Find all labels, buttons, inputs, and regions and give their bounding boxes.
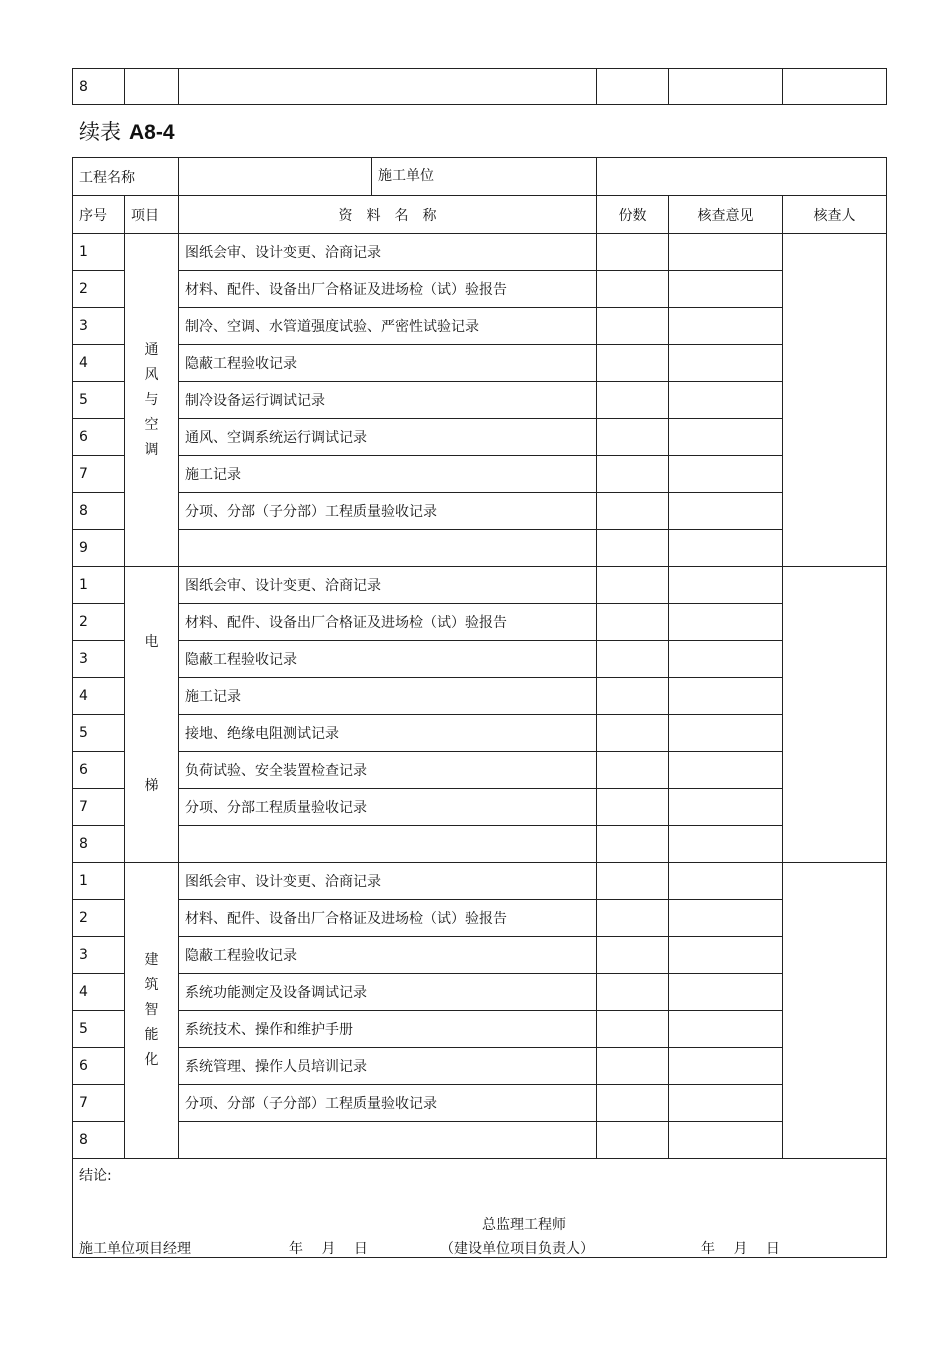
table-row <box>73 641 887 678</box>
table-row <box>73 974 887 1011</box>
group-label-char: 空 <box>144 416 159 433</box>
table-row <box>73 234 887 271</box>
opinion-cell <box>669 1011 783 1048</box>
seq-cell: 8 <box>73 826 125 863</box>
checker-cell <box>783 567 887 863</box>
col-opinion-header: 核查意见 <box>669 196 783 234</box>
seq-cell: 3 <box>73 308 125 345</box>
group-label-char: 电 <box>144 634 159 650</box>
group-label-char: 化 <box>144 1052 159 1068</box>
table-row <box>73 863 887 900</box>
col-checker-header: 核查人 <box>783 196 887 234</box>
seq-cell: 3 <box>73 937 125 974</box>
seq-cell: 4 <box>73 974 125 1011</box>
document-name-cell <box>179 530 597 567</box>
previous-page-tail-table <box>72 68 887 105</box>
seq-cell: 8 <box>73 69 125 105</box>
contractor-pm-label: 施工单位项目经理 <box>79 1241 191 1257</box>
table-row <box>73 382 887 419</box>
opinion-cell <box>669 308 783 345</box>
checker-cell <box>783 863 887 1159</box>
group-label-char: 风 <box>144 366 159 383</box>
project-name-split <box>179 158 597 196</box>
opinion-cell <box>669 493 783 530</box>
contractor-value <box>597 158 887 196</box>
copies-cell <box>597 900 669 937</box>
copies-cell <box>597 308 669 345</box>
copies-cell <box>597 641 669 678</box>
opinion-cell <box>669 567 783 604</box>
seq-cell: 1 <box>73 863 125 900</box>
seq-cell: 2 <box>73 271 125 308</box>
opinion-cell <box>669 678 783 715</box>
seq-cell: 5 <box>73 715 125 752</box>
opinion-cell <box>669 604 783 641</box>
copies-cell <box>597 678 669 715</box>
project-info-row <box>73 158 887 196</box>
col-name-header: 资 料 名 称 <box>179 196 597 234</box>
group-label-char: 调 <box>144 441 159 458</box>
table-row <box>73 1011 887 1048</box>
group-label-char: 能 <box>144 1027 159 1043</box>
table-row <box>73 1048 887 1085</box>
seq-cell: 1 <box>73 234 125 271</box>
document-name-cell: 施工记录 <box>179 456 597 493</box>
copies-cell <box>597 1011 669 1048</box>
seq-cell: 6 <box>73 1048 125 1085</box>
opinion-cell <box>669 1048 783 1085</box>
table-row <box>73 271 887 308</box>
copies-cell <box>597 715 669 752</box>
table-row <box>73 345 887 382</box>
col-seq-header: 序号 <box>73 196 125 234</box>
table-row <box>73 493 887 530</box>
opinion-cell <box>669 419 783 456</box>
opinion-cell <box>669 863 783 900</box>
document-name-cell: 负荷试验、安全装置检查记录 <box>179 752 597 789</box>
seq-cell: 7 <box>73 789 125 826</box>
document-name-cell: 隐蔽工程验收记录 <box>179 641 597 678</box>
copies-cell <box>597 752 669 789</box>
opinion-cell <box>669 234 783 271</box>
table-row <box>73 1085 887 1122</box>
col-item-header: 项目 <box>125 196 179 234</box>
opinion-cell <box>669 69 783 105</box>
table-row <box>73 456 887 493</box>
contractor-label: 施工单位 <box>378 168 434 184</box>
copies-cell <box>597 69 669 105</box>
table-row <box>73 678 887 715</box>
item-cell <box>125 69 179 105</box>
table-row <box>73 308 887 345</box>
opinion-cell <box>669 900 783 937</box>
copies-cell <box>597 419 669 456</box>
group-label-cell <box>125 567 179 863</box>
document-name-cell <box>179 1122 597 1159</box>
title-code: A8-4 <box>129 121 175 144</box>
checker-cell <box>783 234 887 567</box>
opinion-cell <box>669 715 783 752</box>
document-name-cell: 材料、配件、设备出厂合格证及进场检（试）验报告 <box>179 271 597 308</box>
seq-cell: 1 <box>73 567 125 604</box>
group-label-char: 智 <box>144 1002 159 1018</box>
group-label-char: 与 <box>144 391 159 408</box>
copies-cell <box>597 456 669 493</box>
conclusion-row <box>73 1159 887 1258</box>
project-name-value <box>179 158 372 195</box>
document-name-cell: 图纸会审、设计变更、洽商记录 <box>179 234 597 271</box>
copies-cell <box>597 382 669 419</box>
document-name-cell: 接地、绝缘电阻测试记录 <box>179 715 597 752</box>
opinion-cell <box>669 641 783 678</box>
copies-cell <box>597 826 669 863</box>
opinion-cell <box>669 1122 783 1159</box>
table-row <box>73 419 887 456</box>
date-left: 年 月 日 <box>289 1241 368 1257</box>
opinion-cell <box>669 530 783 567</box>
table-row <box>73 604 887 641</box>
copies-cell <box>597 234 669 271</box>
seq-cell: 5 <box>73 1011 125 1048</box>
opinion-cell <box>669 826 783 863</box>
group-label-cell <box>125 234 179 567</box>
table-row <box>73 530 887 567</box>
table-row <box>73 567 887 604</box>
document-name-cell: 制冷、空调、水管道强度试验、严密性试验记录 <box>179 308 597 345</box>
table-row <box>73 752 887 789</box>
project-name-label: 工程名称 <box>73 158 179 196</box>
copies-cell <box>597 1048 669 1085</box>
copies-cell <box>597 1085 669 1122</box>
seq-cell: 6 <box>73 752 125 789</box>
group-label-char: 筑 <box>144 977 159 993</box>
document-name-cell: 系统功能测定及设备调试记录 <box>179 974 597 1011</box>
copies-cell <box>597 937 669 974</box>
table-row <box>73 69 887 105</box>
seq-cell: 7 <box>73 1085 125 1122</box>
document-name-cell: 施工记录 <box>179 678 597 715</box>
seq-cell: 2 <box>73 900 125 937</box>
seq-cell: 2 <box>73 604 125 641</box>
document-name-cell: 分项、分部工程质量验收记录 <box>179 789 597 826</box>
checker-cell <box>783 69 887 105</box>
opinion-cell <box>669 382 783 419</box>
copies-cell <box>597 604 669 641</box>
opinion-cell <box>669 789 783 826</box>
opinion-cell <box>669 271 783 308</box>
chief-supervisor-label: 总监理工程师 <box>482 1217 566 1233</box>
opinion-cell <box>669 752 783 789</box>
document-name-cell: 材料、配件、设备出厂合格证及进场检（试）验报告 <box>179 604 597 641</box>
table-row <box>73 826 887 863</box>
conclusion-label: 结论: <box>79 1168 112 1184</box>
table-row <box>73 937 887 974</box>
date-right: 年 月 日 <box>701 1241 780 1257</box>
table-row <box>73 715 887 752</box>
document-name-cell: 通风、空调系统运行调试记录 <box>179 419 597 456</box>
document-name-cell: 材料、配件、设备出厂合格证及进场检（试）验报告 <box>179 900 597 937</box>
seq-cell: 3 <box>73 641 125 678</box>
document-name-cell: 系统管理、操作人员培训记录 <box>179 1048 597 1085</box>
table-row <box>73 900 887 937</box>
group-label-char: 建 <box>144 952 159 968</box>
seq-cell: 4 <box>73 345 125 382</box>
seq-cell: 8 <box>73 493 125 530</box>
copies-cell <box>597 493 669 530</box>
group-label <box>144 338 160 463</box>
owner-rep-label: （建设单位项目负责人） <box>440 1241 594 1257</box>
document-name-cell <box>179 826 597 863</box>
column-header-row <box>73 196 887 234</box>
copies-cell <box>597 789 669 826</box>
page-title <box>79 116 175 146</box>
copies-cell <box>597 530 669 567</box>
copies-cell <box>597 271 669 308</box>
opinion-cell <box>669 456 783 493</box>
document-name-cell: 图纸会审、设计变更、洽商记录 <box>179 567 597 604</box>
seq-cell: 5 <box>73 382 125 419</box>
title-prefix: 续表 <box>79 120 121 144</box>
copies-cell <box>597 567 669 604</box>
document-name-cell: 分项、分部（子分部）工程质量验收记录 <box>179 1085 597 1122</box>
document-name-cell: 隐蔽工程验收记录 <box>179 345 597 382</box>
document-name-cell: 图纸会审、设计变更、洽商记录 <box>179 863 597 900</box>
opinion-cell <box>669 345 783 382</box>
seq-cell: 8 <box>73 1122 125 1159</box>
seq-cell: 4 <box>73 678 125 715</box>
seq-cell: 6 <box>73 419 125 456</box>
opinion-cell <box>669 974 783 1011</box>
col-copies-header: 份数 <box>597 196 669 234</box>
opinion-cell <box>669 937 783 974</box>
table-row <box>73 1122 887 1159</box>
document-name-cell: 制冷设备运行调试记录 <box>179 382 597 419</box>
seq-cell: 9 <box>73 530 125 567</box>
group-label <box>144 948 160 1073</box>
opinion-cell <box>669 1085 783 1122</box>
document-checklist-table <box>72 157 887 1258</box>
seq-cell: 7 <box>73 456 125 493</box>
copies-cell <box>597 345 669 382</box>
copies-cell <box>597 1122 669 1159</box>
document-name-cell: 系统技术、操作和维护手册 <box>179 1011 597 1048</box>
conclusion-cell <box>73 1159 887 1258</box>
group-label-char: 梯 <box>144 778 159 794</box>
group-label-char: 通 <box>144 341 159 358</box>
copies-cell <box>597 863 669 900</box>
document-name-cell: 隐蔽工程验收记录 <box>179 937 597 974</box>
name-cell <box>179 69 597 105</box>
copies-cell <box>597 974 669 1011</box>
table-row <box>73 789 887 826</box>
document-name-cell: 分项、分部（子分部）工程质量验收记录 <box>179 493 597 530</box>
group-label-cell <box>125 863 179 1159</box>
